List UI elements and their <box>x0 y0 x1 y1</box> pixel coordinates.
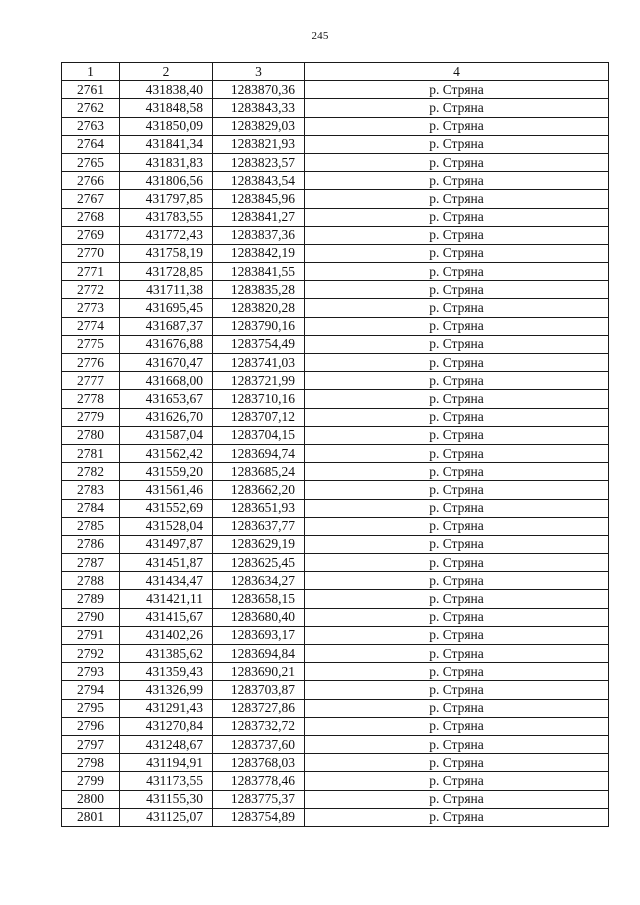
cell-x-coordinate: 431850,09 <box>120 117 213 135</box>
cell-object: р. Стряна <box>305 808 609 826</box>
cell-x-coordinate: 431695,45 <box>120 299 213 317</box>
cell-point-number: 2774 <box>62 317 120 335</box>
cell-x-coordinate: 431359,43 <box>120 663 213 681</box>
cell-y-coordinate: 1283629,19 <box>213 535 305 553</box>
cell-point-number: 2782 <box>62 463 120 481</box>
cell-x-coordinate: 431552,69 <box>120 499 213 517</box>
table-row <box>62 99 609 117</box>
cell-object: р. Стряна <box>305 735 609 753</box>
cell-object: р. Стряна <box>305 645 609 663</box>
cell-x-coordinate: 431728,85 <box>120 263 213 281</box>
page-number: 245 <box>311 30 329 42</box>
cell-y-coordinate: 1283842,19 <box>213 244 305 262</box>
cell-x-coordinate: 431676,88 <box>120 335 213 353</box>
cell-object: р. Стряна <box>305 699 609 717</box>
cell-y-coordinate: 1283693,17 <box>213 626 305 644</box>
cell-y-coordinate: 1283690,21 <box>213 663 305 681</box>
cell-point-number: 2790 <box>62 608 120 626</box>
cell-x-coordinate: 431451,87 <box>120 554 213 572</box>
cell-point-number: 2761 <box>62 81 120 99</box>
table-row <box>62 808 609 826</box>
table-row <box>62 554 609 572</box>
cell-y-coordinate: 1283658,15 <box>213 590 305 608</box>
cell-point-number: 2788 <box>62 572 120 590</box>
cell-point-number: 2777 <box>62 372 120 390</box>
cell-y-coordinate: 1283634,27 <box>213 572 305 590</box>
cell-object: р. Стряна <box>305 626 609 644</box>
cell-object: р. Стряна <box>305 535 609 553</box>
cell-x-coordinate: 431797,85 <box>120 190 213 208</box>
cell-x-coordinate: 431155,30 <box>120 790 213 808</box>
table-row <box>62 390 609 408</box>
cell-point-number: 2786 <box>62 535 120 553</box>
cell-object: р. Стряна <box>305 372 609 390</box>
table-row <box>62 608 609 626</box>
cell-x-coordinate: 431402,26 <box>120 626 213 644</box>
cell-y-coordinate: 1283820,28 <box>213 299 305 317</box>
cell-x-coordinate: 431326,99 <box>120 681 213 699</box>
cell-y-coordinate: 1283704,15 <box>213 426 305 444</box>
cell-object: р. Стряна <box>305 390 609 408</box>
table-row <box>62 699 609 717</box>
cell-object: р. Стряна <box>305 481 609 499</box>
cell-object: р. Стряна <box>305 572 609 590</box>
header-y-coordinate: 3 <box>213 63 305 81</box>
cell-y-coordinate: 1283778,46 <box>213 772 305 790</box>
table-row <box>62 372 609 390</box>
cell-x-coordinate: 431711,38 <box>120 281 213 299</box>
table-row <box>62 735 609 753</box>
cell-point-number: 2768 <box>62 208 120 226</box>
cell-x-coordinate: 431270,84 <box>120 717 213 735</box>
cell-object: р. Стряна <box>305 226 609 244</box>
table-row <box>62 535 609 553</box>
table-row <box>62 754 609 772</box>
cell-y-coordinate: 1283680,40 <box>213 608 305 626</box>
cell-point-number: 2794 <box>62 681 120 699</box>
table-row <box>62 717 609 735</box>
cell-point-number: 2765 <box>62 153 120 171</box>
cell-x-coordinate: 431758,19 <box>120 244 213 262</box>
table-row <box>62 281 609 299</box>
cell-object: р. Стряна <box>305 263 609 281</box>
cell-object: р. Стряна <box>305 499 609 517</box>
cell-y-coordinate: 1283841,27 <box>213 208 305 226</box>
cell-y-coordinate: 1283685,24 <box>213 463 305 481</box>
cell-point-number: 2771 <box>62 263 120 281</box>
cell-x-coordinate: 431561,46 <box>120 481 213 499</box>
cell-point-number: 2797 <box>62 735 120 753</box>
cell-object: р. Стряна <box>305 117 609 135</box>
cell-y-coordinate: 1283843,33 <box>213 99 305 117</box>
cell-point-number: 2785 <box>62 517 120 535</box>
table-row <box>62 426 609 444</box>
cell-y-coordinate: 1283843,54 <box>213 172 305 190</box>
table-row <box>62 463 609 481</box>
cell-point-number: 2770 <box>62 244 120 262</box>
table-row <box>62 572 609 590</box>
table-row <box>62 444 609 462</box>
cell-point-number: 2789 <box>62 590 120 608</box>
table-row <box>62 135 609 153</box>
table-row <box>62 190 609 208</box>
cell-object: р. Стряна <box>305 463 609 481</box>
cell-object: р. Стряна <box>305 244 609 262</box>
cell-object: р. Стряна <box>305 754 609 772</box>
cell-object: р. Стряна <box>305 444 609 462</box>
cell-x-coordinate: 431626,70 <box>120 408 213 426</box>
cell-object: р. Стряна <box>305 790 609 808</box>
table-row <box>62 299 609 317</box>
cell-point-number: 2793 <box>62 663 120 681</box>
table-row <box>62 226 609 244</box>
cell-object: р. Стряна <box>305 281 609 299</box>
table-row <box>62 499 609 517</box>
header-object: 4 <box>305 63 609 81</box>
table-row <box>62 590 609 608</box>
cell-point-number: 2763 <box>62 117 120 135</box>
cell-y-coordinate: 1283625,45 <box>213 554 305 572</box>
table-row <box>62 172 609 190</box>
cell-y-coordinate: 1283703,87 <box>213 681 305 699</box>
cell-object: р. Стряна <box>305 299 609 317</box>
cell-point-number: 2784 <box>62 499 120 517</box>
table-body <box>62 81 609 827</box>
cell-x-coordinate: 431385,62 <box>120 645 213 663</box>
table-row <box>62 354 609 372</box>
cell-x-coordinate: 431125,07 <box>120 808 213 826</box>
cell-y-coordinate: 1283821,93 <box>213 135 305 153</box>
cell-y-coordinate: 1283694,74 <box>213 444 305 462</box>
cell-point-number: 2798 <box>62 754 120 772</box>
table-row <box>62 81 609 99</box>
cell-y-coordinate: 1283754,89 <box>213 808 305 826</box>
cell-object: р. Стряна <box>305 517 609 535</box>
cell-y-coordinate: 1283721,99 <box>213 372 305 390</box>
cell-x-coordinate: 431415,67 <box>120 608 213 626</box>
cell-y-coordinate: 1283768,03 <box>213 754 305 772</box>
cell-point-number: 2791 <box>62 626 120 644</box>
cell-object: р. Стряна <box>305 317 609 335</box>
cell-object: р. Стряна <box>305 190 609 208</box>
cell-point-number: 2801 <box>62 808 120 826</box>
cell-x-coordinate: 431587,04 <box>120 426 213 444</box>
cell-x-coordinate: 431772,43 <box>120 226 213 244</box>
cell-point-number: 2766 <box>62 172 120 190</box>
table-row <box>62 317 609 335</box>
cell-object: р. Стряна <box>305 354 609 372</box>
cell-x-coordinate: 431848,58 <box>120 99 213 117</box>
cell-point-number: 2796 <box>62 717 120 735</box>
header-x-coordinate: 2 <box>120 63 213 81</box>
cell-object: р. Стряна <box>305 335 609 353</box>
table-row <box>62 517 609 535</box>
cell-y-coordinate: 1283732,72 <box>213 717 305 735</box>
cell-y-coordinate: 1283694,84 <box>213 645 305 663</box>
cell-object: р. Стряна <box>305 408 609 426</box>
cell-object: р. Стряна <box>305 681 609 699</box>
cell-y-coordinate: 1283823,57 <box>213 153 305 171</box>
cell-object: р. Стряна <box>305 554 609 572</box>
cell-point-number: 2792 <box>62 645 120 663</box>
cell-x-coordinate: 431783,55 <box>120 208 213 226</box>
cell-y-coordinate: 1283662,20 <box>213 481 305 499</box>
cell-object: р. Стряна <box>305 608 609 626</box>
cell-y-coordinate: 1283870,36 <box>213 81 305 99</box>
cell-point-number: 2778 <box>62 390 120 408</box>
cell-object: р. Стряна <box>305 208 609 226</box>
header-row <box>62 63 609 81</box>
cell-object: р. Стряна <box>305 590 609 608</box>
table-row <box>62 790 609 808</box>
cell-point-number: 2787 <box>62 554 120 572</box>
table-row <box>62 481 609 499</box>
table-row <box>62 208 609 226</box>
cell-point-number: 2762 <box>62 99 120 117</box>
table-row <box>62 681 609 699</box>
cell-point-number: 2795 <box>62 699 120 717</box>
cell-object: р. Стряна <box>305 135 609 153</box>
cell-y-coordinate: 1283837,36 <box>213 226 305 244</box>
cell-y-coordinate: 1283637,77 <box>213 517 305 535</box>
cell-y-coordinate: 1283835,28 <box>213 281 305 299</box>
cell-x-coordinate: 431291,43 <box>120 699 213 717</box>
cell-y-coordinate: 1283707,12 <box>213 408 305 426</box>
coordinates-table <box>61 62 609 827</box>
cell-y-coordinate: 1283710,16 <box>213 390 305 408</box>
table-row <box>62 408 609 426</box>
cell-object: р. Стряна <box>305 172 609 190</box>
table-row <box>62 645 609 663</box>
cell-x-coordinate: 431434,47 <box>120 572 213 590</box>
cell-x-coordinate: 431653,67 <box>120 390 213 408</box>
cell-point-number: 2779 <box>62 408 120 426</box>
header-point-number: 1 <box>62 63 120 81</box>
cell-point-number: 2776 <box>62 354 120 372</box>
table-row <box>62 263 609 281</box>
table-row <box>62 772 609 790</box>
cell-x-coordinate: 431838,40 <box>120 81 213 99</box>
cell-object: р. Стряна <box>305 772 609 790</box>
cell-x-coordinate: 431806,56 <box>120 172 213 190</box>
cell-x-coordinate: 431668,00 <box>120 372 213 390</box>
cell-x-coordinate: 431687,37 <box>120 317 213 335</box>
cell-point-number: 2800 <box>62 790 120 808</box>
cell-x-coordinate: 431670,47 <box>120 354 213 372</box>
cell-x-coordinate: 431248,67 <box>120 735 213 753</box>
cell-object: р. Стряна <box>305 717 609 735</box>
cell-point-number: 2781 <box>62 444 120 462</box>
cell-point-number: 2799 <box>62 772 120 790</box>
table-row <box>62 335 609 353</box>
cell-x-coordinate: 431528,04 <box>120 517 213 535</box>
cell-x-coordinate: 431497,87 <box>120 535 213 553</box>
cell-point-number: 2780 <box>62 426 120 444</box>
cell-x-coordinate: 431559,20 <box>120 463 213 481</box>
cell-point-number: 2767 <box>62 190 120 208</box>
table-row <box>62 153 609 171</box>
cell-point-number: 2772 <box>62 281 120 299</box>
cell-y-coordinate: 1283754,49 <box>213 335 305 353</box>
cell-point-number: 2775 <box>62 335 120 353</box>
cell-y-coordinate: 1283651,93 <box>213 499 305 517</box>
cell-x-coordinate: 431841,34 <box>120 135 213 153</box>
cell-point-number: 2773 <box>62 299 120 317</box>
cell-point-number: 2769 <box>62 226 120 244</box>
cell-y-coordinate: 1283829,03 <box>213 117 305 135</box>
cell-object: р. Стряна <box>305 81 609 99</box>
cell-point-number: 2783 <box>62 481 120 499</box>
cell-object: р. Стряна <box>305 99 609 117</box>
cell-y-coordinate: 1283845,96 <box>213 190 305 208</box>
table-row <box>62 244 609 262</box>
cell-y-coordinate: 1283741,03 <box>213 354 305 372</box>
cell-object: р. Стряна <box>305 153 609 171</box>
cell-x-coordinate: 431194,91 <box>120 754 213 772</box>
cell-y-coordinate: 1283790,16 <box>213 317 305 335</box>
cell-x-coordinate: 431562,42 <box>120 444 213 462</box>
cell-x-coordinate: 431421,11 <box>120 590 213 608</box>
cell-point-number: 2764 <box>62 135 120 153</box>
table-row <box>62 117 609 135</box>
table-row <box>62 663 609 681</box>
cell-y-coordinate: 1283775,37 <box>213 790 305 808</box>
cell-x-coordinate: 431831,83 <box>120 153 213 171</box>
cell-object: р. Стряна <box>305 426 609 444</box>
table-row <box>62 626 609 644</box>
table-header <box>62 63 609 81</box>
cell-y-coordinate: 1283727,86 <box>213 699 305 717</box>
cell-y-coordinate: 1283841,55 <box>213 263 305 281</box>
cell-x-coordinate: 431173,55 <box>120 772 213 790</box>
cell-object: р. Стряна <box>305 663 609 681</box>
cell-y-coordinate: 1283737,60 <box>213 735 305 753</box>
